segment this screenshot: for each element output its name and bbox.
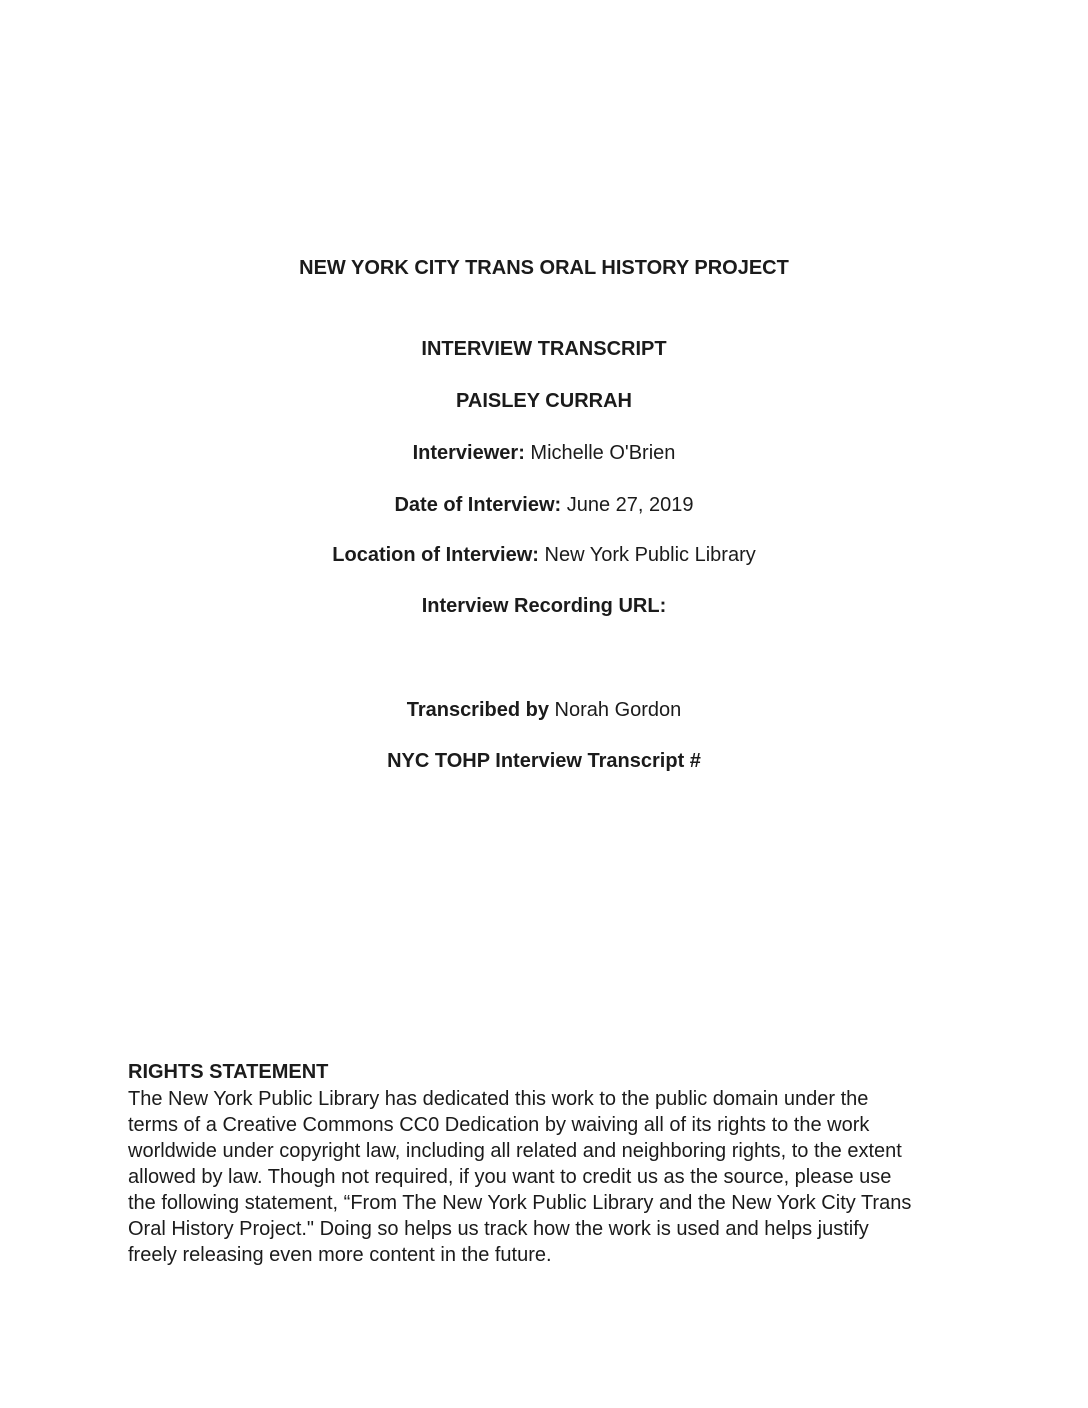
document-title: NEW YORK CITY TRANS ORAL HISTORY PROJECT	[299, 257, 789, 279]
location-of-interview-value: New York Public Library	[544, 544, 756, 566]
date-of-interview-line	[0, 493, 1088, 517]
interviewer-value: Michelle O'Brien	[530, 442, 676, 464]
transcribed-by-label: Transcribed by	[406, 699, 549, 721]
interviewee-name: PAISLEY CURRAH	[456, 390, 632, 412]
date-of-interview-label: Date of Interview:	[394, 494, 562, 516]
date-of-interview-value: June 27, 2019	[566, 494, 694, 516]
location-of-interview-label: Location of Interview:	[332, 544, 539, 566]
location-of-interview-line	[0, 543, 1088, 567]
transcribed-by-value: Norah Gordon	[554, 699, 682, 721]
document-subtitle: INTERVIEW TRANSCRIPT	[421, 338, 667, 360]
interviewer-line	[0, 441, 1088, 465]
interviewer-label: Interviewer:	[412, 442, 525, 464]
recording-url-label: Interview Recording URL:	[421, 595, 667, 617]
transcribed-by-line	[0, 698, 1088, 722]
rights-statement-heading: RIGHTS STATEMENT	[128, 1061, 329, 1083]
transcript-number-line: NYC TOHP Interview Transcript #	[387, 750, 701, 772]
rights-statement-body: The New York Public Library has dedicated this work to the public domain under the terms of a Creative Commons CC0 Dedication by waiving all of its rights to the work worldwide under copyright law, including all related and neighboring rights, to the extent allowed by law. Though not required, if you want to credit us as the source, please use the following statement, “From The New York Public Library and the New York City Trans Oral History Project." Doing so helps us track how the work is used and helps justify freely releasing even more content in the future.	[128, 1088, 912, 1266]
recording-url-line	[0, 594, 1088, 618]
